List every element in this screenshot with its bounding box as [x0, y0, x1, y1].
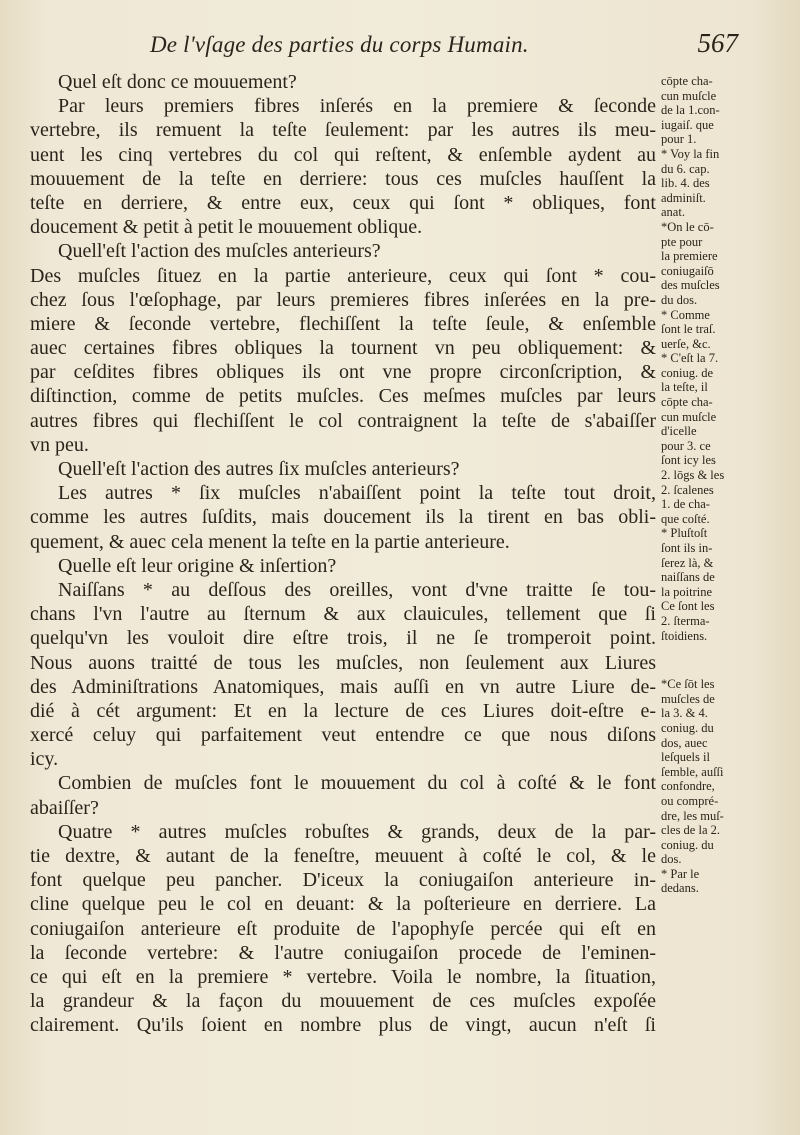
- text-line: miere & ſeconde vertebre, flechiſſent la teſte ſeule, & enſemble: [30, 312, 656, 335]
- margin-note-line: anat.: [661, 205, 685, 220]
- text-line: des Adminiſtrations Anatomiques, mais auſſi en vn autre Liure de-: [30, 675, 656, 698]
- text-line: cline quelque peu le col en deuant: & la poſterieure en derriere. La: [30, 893, 656, 916]
- margin-note-line: dos.: [661, 852, 682, 867]
- margin-note-line: * Pluſtoſt: [661, 526, 708, 541]
- text-line: quement, & auec cela menent la teſte en la partie anterieure.: [30, 530, 510, 553]
- margin-note-line: ſont le traſ.: [661, 322, 716, 337]
- margin-note-line: naiſſans de: [661, 570, 715, 585]
- margin-note-line: pte pour: [661, 234, 703, 249]
- margin-note-line: coniug. de: [661, 365, 714, 380]
- margin-note-line: des muſcles: [661, 278, 720, 293]
- text-line: abaiſſer?: [30, 796, 99, 819]
- margin-note-line: dos, auec: [661, 735, 708, 750]
- margin-note-line: coniug. du: [661, 837, 714, 852]
- margin-note-line: * Voy la fin: [661, 146, 720, 161]
- margin-note-line: pour 1.: [661, 132, 697, 147]
- margin-note: [661, 677, 773, 867]
- margin-note: [661, 74, 773, 147]
- page-header: [150, 28, 750, 68]
- text-line: xercé celuy qui parfaitement veut entendre ce que nous diſons: [30, 724, 656, 747]
- text-line: icy.: [30, 748, 59, 771]
- text-line: quelqu'vn les vouloit dire eſtre trois, il ne ſe tromperoit point.: [30, 627, 656, 650]
- margin-note-line: 2. ſcalenes: [661, 482, 714, 497]
- margin-note-line: *Ce ſōt les: [661, 677, 715, 692]
- text-line: vn peu.: [30, 433, 89, 456]
- margin-note-line: pour 3. ce: [661, 438, 711, 453]
- margin-note-line: que coſté.: [661, 511, 710, 526]
- margin-note-line: ſont ils in-: [661, 541, 713, 555]
- text-line: Les autres * ſix muſcles n'abaiſſent point la teſte tout droit,: [58, 482, 656, 505]
- margin-note-line: ſemble, auſſi: [661, 764, 724, 779]
- text-line: Combien de muſcles font le mouuement du col à coſté & le font: [58, 772, 656, 795]
- text-line: dié à cét argument: Et en la lecture de ces Liures doit-eſtre e-: [30, 699, 656, 722]
- text-line: la ſeconde vertebre: & l'autre coniugaiſon procede de l'eminen-: [30, 941, 656, 964]
- margin-note: [661, 147, 773, 220]
- margin-note-line: ſtoidiens.: [661, 628, 708, 643]
- text-line: Naiſſans * au deſſous des oreilles, vont d'vne traitte ſe tou-: [58, 578, 656, 601]
- margin-note-line: * C'eſt la 7.: [661, 351, 719, 366]
- text-line: vertebre, ils remuent la teſte ſeulement: par les autres ils meu-: [30, 119, 656, 142]
- margin-note-line: lib. 4. des: [661, 176, 710, 191]
- margin-note-line: dre, les muſ-: [661, 808, 724, 823]
- margin-note-line: dedans.: [661, 881, 699, 896]
- text-line: Quel eſt donc ce mouuement?: [58, 71, 297, 93]
- margin-note-line: confondre,: [661, 779, 715, 794]
- text-line: mouuement de la teſte en derriere: tous ces muſcles hauſſent la: [30, 167, 656, 190]
- margin-note: [661, 220, 773, 308]
- margin-note-line: muſcles de: [661, 691, 715, 706]
- margin-note-line: cōpte cha-: [661, 74, 713, 88]
- text-line: Quatre * autres muſcles robuſtes & grands, deux de la par-: [58, 820, 656, 843]
- margin-note-line: * Comme: [661, 307, 710, 322]
- margin-note-line: cōpte cha-: [661, 395, 713, 410]
- margin-note-line: la 3. & 4.: [661, 706, 708, 721]
- text-line: chans l'vn l'autre au ſternum & aux clauicules, tellement que ſi: [30, 603, 656, 626]
- margin-note-line: adminiſt.: [661, 190, 706, 205]
- margin-note-line: la premiere: [661, 249, 718, 264]
- text-line: par ceſdites fibres obliques ils ont vne propre circonſcription, &: [30, 361, 656, 384]
- margin-note-line: 2. lōgs & les: [661, 468, 725, 483]
- text-line: Quelle eſt leur origine & inſertion?: [58, 554, 337, 577]
- margin-note-line: 1. de cha-: [661, 497, 710, 512]
- text-line: font quelque peu pancher. D'iceux la coniugaiſon anterieure in-: [30, 869, 656, 892]
- page-number: 567: [697, 28, 738, 58]
- margin-note-line: cles de la 2.: [661, 823, 721, 838]
- margin-note-line: Ce ſont les: [661, 599, 715, 614]
- text-line: tie dextre, & autant de la feneſtre, meuuent à coſté le col, & le: [30, 845, 656, 867]
- margin-note-line: leſquels il: [661, 750, 710, 765]
- margin-note: [661, 867, 773, 896]
- margin-note: [661, 526, 773, 643]
- text-line: Nous auons traitté de tous les muſcles, non ſeulement aux Liures: [30, 651, 656, 674]
- text-line: clairement. Qu'ils ſoient en nombre plus de vingt, aucun n'eſt ſi: [30, 1014, 656, 1037]
- main-text-column: [30, 70, 656, 1038]
- marginal-notes-column: [661, 74, 773, 896]
- text-line: Par leurs premiers fibres inſerés en la premiere & ſeconde: [58, 95, 656, 118]
- text-line: auec certaines fibres obliques la tournent vn peu obliquement: &: [30, 337, 656, 360]
- text-line: diſtinction, comme de petits muſcles. Ces meſmes muſcles par leurs: [30, 385, 656, 408]
- text-line: la grandeur & la façon du mouuement de ces muſcles expoſée: [30, 990, 656, 1013]
- margin-note-line: iugaiſ. que: [661, 117, 714, 132]
- margin-note-line: d'icelle: [661, 424, 697, 439]
- text-line: Quell'eſt l'action des muſcles anterieurs?: [58, 240, 381, 263]
- margin-note: [661, 351, 773, 526]
- running-title: De l'vſage des parties du corps Humain.: [150, 32, 529, 57]
- margin-note-line: du dos.: [661, 292, 698, 307]
- text-line: teſte en derriere, & entre eux, ceux qui ſont * obliques, font: [30, 191, 656, 214]
- margin-note-line: *On le cō-: [661, 219, 714, 234]
- text-line: ce qui eſt en la premiere * vertebre. Voila le nombre, la ſituation,: [30, 965, 656, 988]
- margin-note-line: cun muſcle: [661, 88, 717, 103]
- margin-note-line: coniugaiſō: [661, 263, 714, 278]
- margin-note-line: * Par le: [661, 866, 700, 881]
- margin-note-line: ſont icy les: [661, 453, 716, 468]
- margin-note: [661, 308, 773, 352]
- margin-note-line: uerſe, &c.: [661, 336, 711, 351]
- text-line: coniugaiſon anterieure eſt produite de l'apophyſe percée qui eſt en: [30, 917, 656, 940]
- text-line: Des muſcles ſituez en la partie anterieure, ceux qui ſont * cou-: [30, 264, 656, 287]
- text-line: autres fibres qui flechiſſent le col contraignent la teſte de s'abaiſſer: [30, 409, 656, 432]
- text-line: doucement & petit à petit le mouuement oblique.: [30, 216, 423, 239]
- margin-note-line: coniug. du: [661, 720, 714, 735]
- margin-note-line: la poitrine: [661, 584, 713, 599]
- text-line: chez ſous l'œſophage, par leurs premieres fibres inſerées en la pre-: [30, 288, 656, 311]
- margin-note-line: du 6. cap.: [661, 161, 710, 176]
- margin-note-line: de la 1.con-: [661, 103, 720, 118]
- margin-note-line: 2. ſterma-: [661, 613, 710, 628]
- text-line: uent les cinq vertebres du col qui reſtent, & enſemble aydent au: [30, 143, 656, 166]
- text-line: Quell'eſt l'action des autres ſix muſcles anterieurs?: [58, 458, 460, 480]
- margin-note-line: ou compré-: [661, 793, 719, 808]
- text-line: comme les autres ſuſdits, mais doucement ils la tirent en bas obli-: [30, 506, 656, 529]
- margin-note-line: ſerez là, &: [661, 555, 714, 570]
- margin-note-line: la teſte, il: [661, 380, 708, 395]
- margin-note-line: cun muſcle: [661, 409, 717, 424]
